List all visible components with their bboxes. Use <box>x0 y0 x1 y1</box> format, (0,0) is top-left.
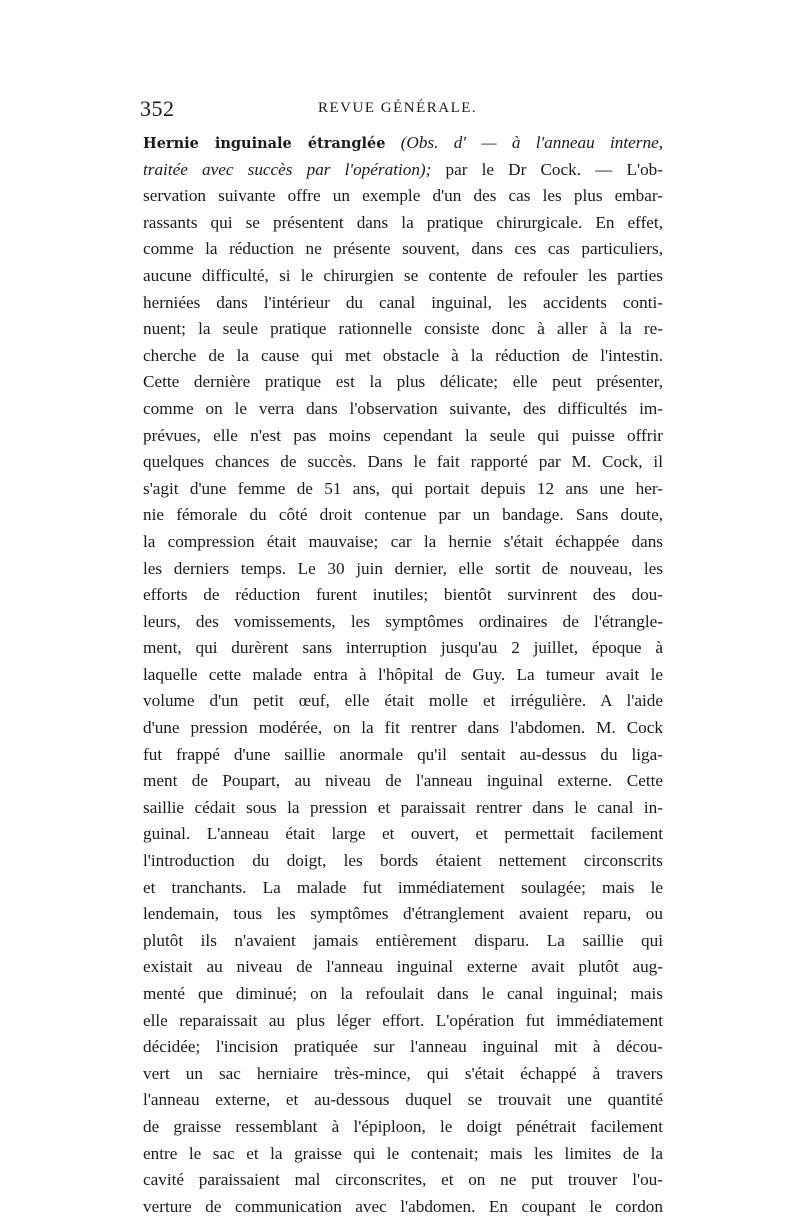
text-line: traitée avec succès par l'opération); par le Dr Cock. — L'ob- <box>143 159 663 179</box>
text-line: et tranchants. La malade fut immédiatement soulagée; mais le <box>143 877 663 897</box>
text-line: vert un sac herniaire très-mince, qui s'était échappé à travers <box>143 1063 663 1083</box>
text-line: s'agit d'une femme de 51 ans, qui portait depuis 12 ans une her- <box>143 478 663 498</box>
article-rubric: Hernie inguinale étranglée <box>143 135 386 152</box>
article-first-line <box>143 130 663 157</box>
text-line: l'anneau externe, et au-dessous duquel se trouvait une quantité <box>143 1090 663 1110</box>
text-line: fut frappé d'une saillie anormale qu'il sentait au-dessus du liga- <box>143 744 663 764</box>
text-line: l'introduction du doigt, les bords étaient nettement circonscrits <box>143 851 663 871</box>
text-line: décidée; l'incision pratiquée sur l'anneau inguinal mit à décou- <box>143 1037 663 1057</box>
text-line: rassants qui se présentent dans la pratique chirurgicale. En effet, <box>143 212 663 232</box>
text-line: cherche de la cause qui met obstacle à la réduction de l'intestin. <box>143 345 663 365</box>
text-line: ment, qui durèrent sans interruption jusqu'au 2 juillet, époque à <box>143 638 663 658</box>
page-number: 352 <box>140 96 175 121</box>
text-line: existait au niveau de l'anneau inguinal externe avait plutôt aug- <box>143 957 663 977</box>
text-line: leurs, des vomissements, les symptômes ordinaires de l'étrangle- <box>143 611 663 631</box>
article-first-line-rest: (Obs. d' — à l'anneau interne, <box>400 133 663 152</box>
text-line: elle reparaissait au plus léger effort. L'opération fut immédiatement <box>143 1010 663 1030</box>
text-line: entre le sac et la graisse qui le contenait; mais les limites de la <box>143 1143 663 1163</box>
text-line: menté que diminué; on la refoulait dans le canal inguinal; mais <box>143 984 663 1003</box>
text-line: la compression était mauvaise; car la hernie s'était échappée dans <box>143 531 663 551</box>
running-head <box>140 96 670 126</box>
text-line: nuent; la seule pratique rationnelle consiste donc à aller à la re- <box>143 319 663 339</box>
text-line: laquelle cette malade entra à l'hôpital de Guy. La tumeur avait le <box>143 664 663 684</box>
text-line: lendemain, tous les symptômes d'étranglement avaient reparu, ou <box>143 904 663 924</box>
text-line: guinal. L'anneau était large et ouvert, et permettait facilement <box>143 824 663 844</box>
running-title: REVUE GÉNÉRALE. <box>318 100 478 116</box>
text-line: efforts de réduction furent inutiles; bientôt survinrent des dou- <box>143 585 663 605</box>
text-line: verture de communication avec l'abdomen. En coupant le cordon <box>143 1196 663 1216</box>
text-line: plutôt ils n'avaient jamais entièrement disparu. La saillie qui <box>143 930 663 950</box>
text-line: comme la réduction ne présente souvent, dans ces cas particuliers, <box>143 239 663 259</box>
text-line: saillie cédait sous la pression et paraissait rentrer dans le canal in- <box>143 797 663 817</box>
text-line: quelques chances de succès. Dans le fait rapporté par M. Cock, il <box>143 452 663 472</box>
article-body <box>143 130 663 1220</box>
text-line: herniées dans l'intérieur du canal inguinal, les accidents conti- <box>143 292 663 312</box>
text-line: nie fémorale du côté droit contenue par un bandage. Sans doute, <box>143 505 663 525</box>
text-line: servation suivante offre un exemple d'un des cas les plus embar- <box>143 186 663 206</box>
text-line: aucune difficulté, si le chirurgien se contente de refouler les parties <box>143 265 663 285</box>
article-lines <box>143 157 663 1220</box>
text-line: d'une pression modérée, on la fit rentrer dans l'abdomen. M. Cock <box>143 718 663 738</box>
text-line: les derniers temps. Le 30 juin dernier, elle sortit de nouveau, les <box>143 558 663 578</box>
text-line: comme on le verra dans l'observation suivante, des difficultés im- <box>143 398 663 418</box>
text-line: prévues, elle n'est pas moins cependant la seule qui puisse offrir <box>143 425 663 445</box>
text-line: volume d'un petit œuf, elle était molle et irrégulière. A l'aide <box>143 691 663 711</box>
text-line: Cette dernière pratique est la plus délicate; elle peut présenter, <box>143 372 663 392</box>
text-line: de graisse ressemblant à l'épiploon, le doigt pénétrait facilement <box>143 1116 663 1136</box>
text-line: ment de Poupart, au niveau de l'anneau inguinal externe. Cette <box>143 771 663 791</box>
text-line: cavité paraissaient mal circonscrites, et on ne put trouver l'ou- <box>143 1170 663 1190</box>
